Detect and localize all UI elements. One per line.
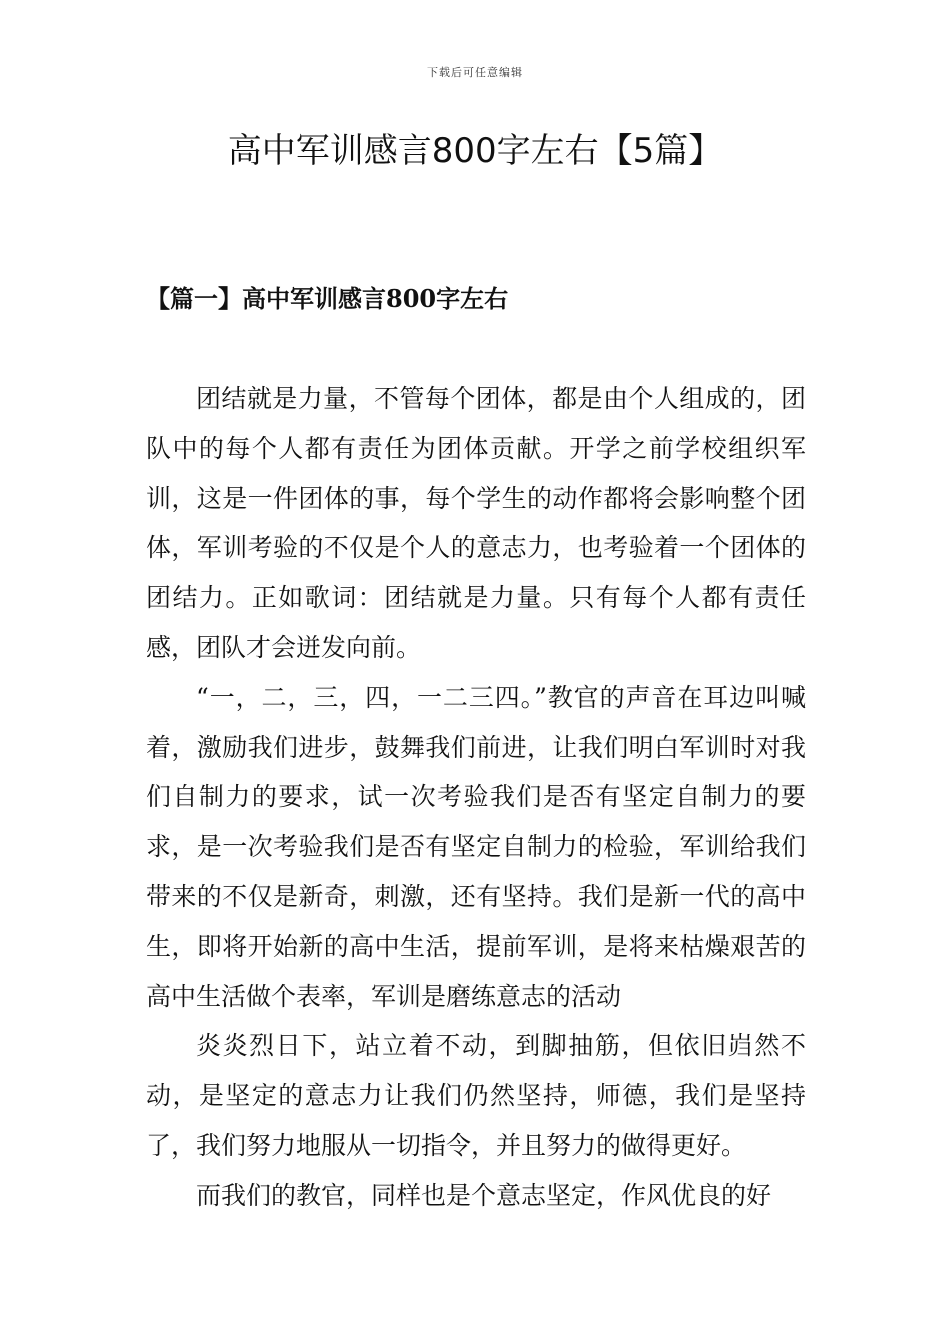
page-header-note: 下载后可任意编辑 bbox=[427, 66, 523, 79]
document-title: 高中军训感言800字左右【5篇】 bbox=[227, 131, 723, 171]
paragraph-1: 团结就是力量，不管每个团体，都是由个人组成的，团队中的每个人都有责任为团体贡献。开学之前学校组织军训，这是一件团体的事，每个学生的动作都将会影响整个团体，军训考验的不仅是个人的意志力，也考验着一个团体的团结力。正如歌词：团结就是力量。只有每个人都有责任感，团队才会迸发向前。 bbox=[146, 384, 806, 662]
section-heading: 【篇一】高中军训感言800字左右 bbox=[146, 284, 509, 313]
paragraph-2: “一，二，三，四，一二三四。”教官的声音在耳边叫喊着，激励我们进步，鼓舞我们前进，让我们明白军训时对我们自制力的要求，试一次考验我们是否有坚定自制力的要求，是一次考验我们是否有坚定自制力的检验，军训给我们带来的不仅是新奇，刺激，还有坚持。我们是新一代的高中生，即将开始新的高中生活，提前军训，是将来枯燥艰苦的高中生活做个表率，军训是磨练意志的活动 bbox=[146, 682, 806, 1011]
paragraph-4: 而我们的教官，同样也是个意志坚定，作风优良的好 bbox=[196, 1180, 772, 1210]
paragraph-3: 炎炎烈日下，站立着不动，到脚抽筋，但依旧岿然不动，是坚定的意志力让我们仍然坚持，师德，我们是坚持了，我们努力地服从一切指令，并且努力的做得更好。 bbox=[146, 1031, 806, 1160]
document-body bbox=[146, 374, 806, 1221]
